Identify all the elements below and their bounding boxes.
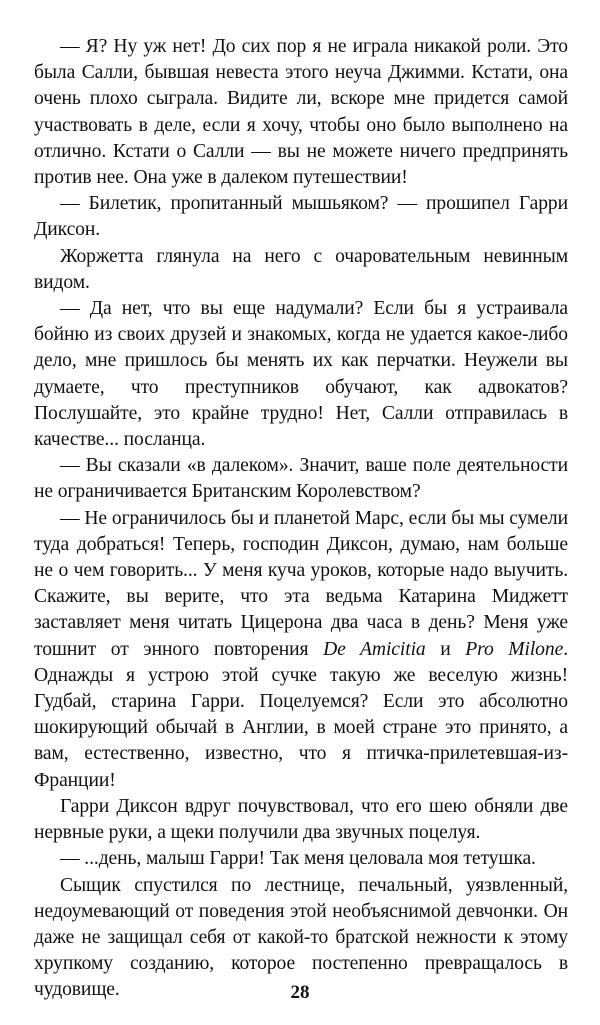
text-run: — ...день, малыш Гарри! Так меня целовала моя тетушка. [60,848,536,870]
paragraph [34,34,568,191]
text-run: — Билетик, пропитанный мышьяком? — прошипел Гарри Диксон. [34,193,568,241]
paragraph [34,296,568,453]
page-number: 28 [290,982,310,1003]
page-text [34,34,568,1004]
paragraph [34,506,568,794]
text-run: Сыщик спустился по лестнице, печальный, уязвленный, недоумевающий от поведения этой необъяснимой девчонки. Он даже не защищал себя от какой-то братской нежности к этому хрупкому созданию, которое постепенно превращалось в чудовище. [34,874,568,1001]
italic-title: Pro Milone [465,638,564,660]
text-run: и [425,638,466,660]
text-run: — Вы сказали «в далеком». Значит, ваше поле деятельности не ограничивается Британским Королевством? [34,455,568,503]
text-run: — Да нет, что вы еще надумали? Если бы я устраивала бойню из своих друзей и знакомых, когда не удается какое-либо дело, мне пришлось бы менять их как перчатки. Неужели вы думаете, что преступников обучают, как адвокатов? Послушайте, это крайне трудно! Нет, Салли отправилась в качестве... посланца. [34,298,568,451]
italic-title: De Amicitia [323,638,426,660]
paragraph [34,794,568,846]
paragraph [34,846,568,872]
paragraph [34,191,568,243]
paragraph [34,453,568,505]
paragraph [34,244,568,296]
text-run: . Однажды я устрою этой сучке такую же веселую жизнь! Гудбай, старина Гарри. Поцелуемся? Если это абсолютно шокирующий обычай в Англии, в моей стране это принято, а вам, естественно, известно, что я птичка-прилетевшая-из-Франции! [34,638,568,791]
text-run: — Не ограничилось бы и планетой Марс, если бы мы сумели туда добраться! Теперь, господин Диксон, думаю, нам больше не о чем говорить... У меня куча уроков, которые надо выучить. Скажите, вы верите, что эта ведьма Катарина Миджетт заставляет меня читать Цицерона два часа в день? Меня уже тошнит от энного повторения [34,507,568,660]
text-run: Гарри Диксон вдруг почувствовал, что его шею обняли две нервные руки, а щеки получили два звучных поцелуя. [34,795,568,844]
text-run: Жоржетта глянула на него с очаровательным невинным видом. [34,245,568,293]
text-run: — Я? Ну уж нет! До сих пор я не играла никакой роли. Это была Салли, бывшая невеста этого неуча Джимми. Кстати, она очень плохо сыграла. Видите ли, вскоре мне придется самой участвовать в деле, если я хочу, чтобы оно было выполнено на отлично. Кстати о Салли — вы не можете ничего предпринять против нее. Она уже в далеком путешествии! [34,36,568,189]
